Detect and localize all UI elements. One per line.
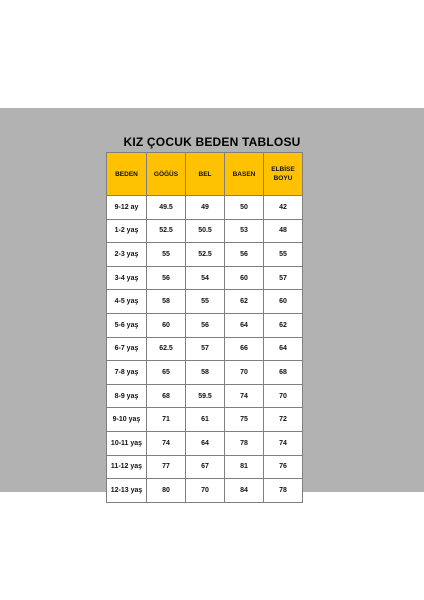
cell-basen: 66: [225, 337, 264, 361]
cell-basen: 81: [225, 455, 264, 479]
cell-bel: 54: [186, 266, 225, 290]
cell-bel: 61: [186, 408, 225, 432]
cell-size: 10-11 yaş: [107, 431, 147, 455]
cell-elbise-boyu: 42: [264, 196, 303, 220]
cell-size: 4-5 yaş: [107, 290, 147, 314]
cell-elbise-boyu: 64: [264, 337, 303, 361]
cell-size: 7-8 yaş: [107, 361, 147, 385]
cell-basen: 75: [225, 408, 264, 432]
table-row: [107, 361, 303, 385]
cell-gogus: 80: [147, 479, 186, 503]
table-row: [107, 243, 303, 267]
table-row: [107, 337, 303, 361]
cell-size: 1-2 yaş: [107, 219, 147, 243]
table-row: [107, 479, 303, 503]
cell-size: 5-6 yaş: [107, 313, 147, 337]
cell-gogus: 56: [147, 266, 186, 290]
cell-elbise-boyu: 48: [264, 219, 303, 243]
cell-size: 11-12 yaş: [107, 455, 147, 479]
table-row: [107, 196, 303, 220]
cell-basen: 56: [225, 243, 264, 267]
cell-elbise-boyu: 60: [264, 290, 303, 314]
header-beden: BEDEN: [107, 153, 147, 196]
cell-gogus: 60: [147, 313, 186, 337]
cell-bel: 57: [186, 337, 225, 361]
cell-elbise-boyu: 74: [264, 431, 303, 455]
cell-basen: 70: [225, 361, 264, 385]
table-header-row: [107, 153, 303, 196]
cell-bel: 55: [186, 290, 225, 314]
header-elbise-boyu: ELBİSE BOYU: [264, 153, 303, 196]
cell-bel: 70: [186, 479, 225, 503]
cell-size: 2-3 yaş: [107, 243, 147, 267]
cell-gogus: 52.5: [147, 219, 186, 243]
cell-basen: 53: [225, 219, 264, 243]
header-gogus: GÖĞÜS: [147, 153, 186, 196]
cell-elbise-boyu: 68: [264, 361, 303, 385]
cell-gogus: 58: [147, 290, 186, 314]
cell-gogus: 62.5: [147, 337, 186, 361]
cell-bel: 52.5: [186, 243, 225, 267]
cell-bel: 59.5: [186, 384, 225, 408]
cell-bel: 56: [186, 313, 225, 337]
cell-elbise-boyu: 55: [264, 243, 303, 267]
cell-gogus: 65: [147, 361, 186, 385]
table-row: [107, 431, 303, 455]
cell-basen: 50: [225, 196, 264, 220]
cell-basen: 62: [225, 290, 264, 314]
cell-elbise-boyu: 76: [264, 455, 303, 479]
cell-size: 3-4 yaş: [107, 266, 147, 290]
cell-bel: 58: [186, 361, 225, 385]
cell-gogus: 55: [147, 243, 186, 267]
header-basen: BASEN: [225, 153, 264, 196]
cell-basen: 74: [225, 384, 264, 408]
cell-gogus: 71: [147, 408, 186, 432]
cell-size: 6-7 yaş: [107, 337, 147, 361]
cell-bel: 50.5: [186, 219, 225, 243]
cell-bel: 67: [186, 455, 225, 479]
cell-elbise-boyu: 70: [264, 384, 303, 408]
cell-basen: 64: [225, 313, 264, 337]
table-row: [107, 455, 303, 479]
cell-bel: 49: [186, 196, 225, 220]
cell-bel: 64: [186, 431, 225, 455]
cell-gogus: 74: [147, 431, 186, 455]
cell-gogus: 77: [147, 455, 186, 479]
table-row: [107, 219, 303, 243]
cell-basen: 78: [225, 431, 264, 455]
table-row: [107, 266, 303, 290]
cell-size: 9-10 yaş: [107, 408, 147, 432]
cell-elbise-boyu: 72: [264, 408, 303, 432]
table-row: [107, 290, 303, 314]
cell-elbise-boyu: 62: [264, 313, 303, 337]
table-row: [107, 384, 303, 408]
cell-gogus: 49.5: [147, 196, 186, 220]
page-title: KIZ ÇOCUK BEDEN TABLOSU: [123, 135, 301, 149]
cell-elbise-boyu: 57: [264, 266, 303, 290]
cell-size: 9-12 ay: [107, 196, 147, 220]
cell-elbise-boyu: 78: [264, 479, 303, 503]
size-chart-table: [106, 152, 303, 503]
table-row: [107, 408, 303, 432]
cell-size: 8-9 yaş: [107, 384, 147, 408]
cell-basen: 60: [225, 266, 264, 290]
header-bel: BEL: [186, 153, 225, 196]
cell-gogus: 68: [147, 384, 186, 408]
cell-size: 12-13 yaş: [107, 479, 147, 503]
cell-basen: 84: [225, 479, 264, 503]
table-row: [107, 313, 303, 337]
